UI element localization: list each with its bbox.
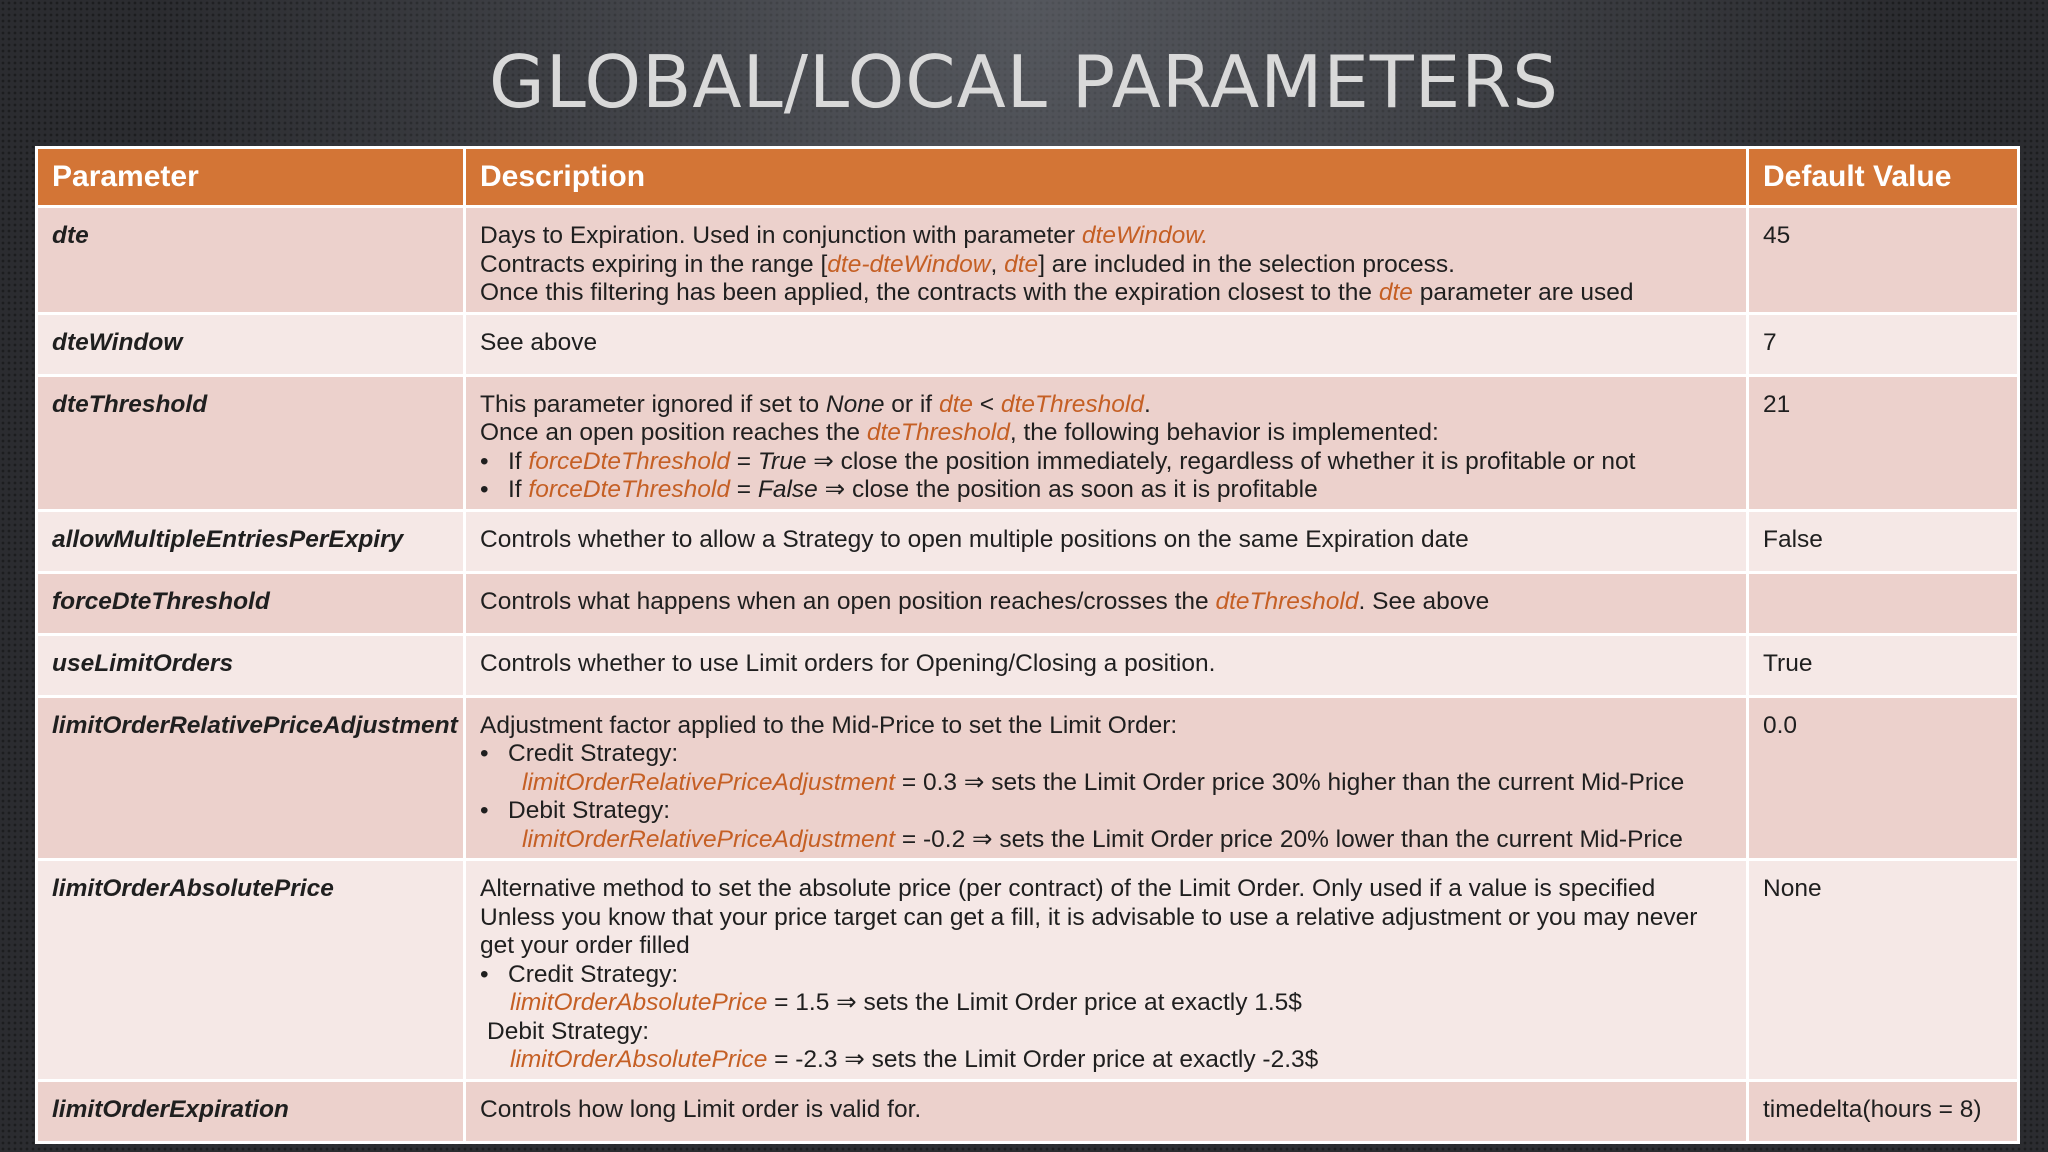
text: Controls what happens when an open position reaches/crosses the — [480, 587, 1216, 615]
param-name: dte — [37, 207, 465, 314]
text: parameter are used — [1412, 279, 1634, 306]
text: = -2.3 ⇒ sets the Limit Order price at exactly -2.3$ — [767, 1046, 1319, 1073]
header-parameter: Parameter — [37, 148, 465, 207]
table-row — [37, 634, 2019, 696]
param-ref: dteThreshold — [1215, 587, 1359, 615]
param-ref: limitOrderAbsolutePrice — [510, 989, 768, 1016]
param-ref: dteThreshold — [1000, 390, 1144, 418]
text: Contracts expiring in the range [ — [480, 250, 828, 278]
bullet-item: • Debit Strategy: — [480, 797, 1732, 826]
text: or if — [884, 390, 939, 418]
param-description: Controls whether to allow a Strategy to open multiple positions on the same Expiration date — [465, 510, 1748, 572]
param-default — [1748, 572, 2019, 634]
text: = — [729, 447, 758, 475]
text: . — [1143, 390, 1151, 418]
table-row — [37, 510, 2019, 572]
text: = 0.3 ⇒ sets the Limit Order price 30% higher than the current Mid-Price — [895, 768, 1685, 796]
param-default: None — [1748, 860, 2019, 1081]
table-row — [37, 207, 2019, 314]
text: , the following behavior is implemented: — [1009, 419, 1439, 446]
sub-item — [480, 769, 1732, 798]
text: If — [508, 447, 529, 475]
text: Days to Expiration. Used in conjunction with parameter — [480, 222, 1082, 249]
param-name: allowMultipleEntriesPerExpiry — [37, 510, 465, 572]
param-ref: dte — [1378, 279, 1413, 306]
param-ref: limitOrderRelativePriceAdjustment — [522, 825, 896, 853]
param-ref: dteThreshold — [866, 419, 1010, 446]
text: - — [861, 250, 870, 278]
text: = — [729, 476, 758, 503]
param-ref: limitOrderAbsolutePrice — [510, 1046, 768, 1073]
sub-item — [480, 989, 1732, 1018]
sub-item — [480, 826, 1732, 855]
param-default: 45 — [1748, 207, 2019, 314]
param-description — [465, 572, 1748, 634]
text: None — [825, 390, 885, 418]
param-name: limitOrderRelativePriceAdjustment — [37, 696, 465, 860]
param-description — [465, 375, 1748, 510]
param-ref: dteWindow — [869, 250, 991, 278]
text: ⇒ close the position immediately, regardless of whether it is profitable or not — [806, 447, 1636, 475]
param-name: limitOrderAbsolutePrice — [37, 860, 465, 1081]
text: Adjustment factor applied to the Mid-Price to set the Limit Order: — [480, 711, 1178, 739]
text: Once this filtering has been applied, the contracts with the expiration closest to the — [480, 279, 1379, 306]
text: ⇒ close the position as soon as it is profitable — [817, 476, 1318, 503]
param-name: forceDteThreshold — [37, 572, 465, 634]
param-ref: forceDteThreshold — [528, 476, 730, 503]
table-row — [37, 572, 2019, 634]
param-name: dteThreshold — [37, 375, 465, 510]
table-header-row — [37, 148, 2019, 207]
text: This parameter ignored if set to — [480, 390, 826, 418]
text: Unless you know that your price target can get a fill, it is advisable to use a relative adjustment or you may never get your order filled — [480, 903, 1698, 959]
param-ref: dte — [1004, 250, 1039, 278]
header-default-value: Default Value — [1748, 148, 2019, 207]
param-description — [465, 696, 1748, 860]
param-description: Controls how long Limit order is valid for. — [465, 1080, 1748, 1142]
text: , — [990, 250, 1005, 278]
text: Once an open position reaches the — [480, 419, 867, 446]
parameters-table — [35, 146, 2020, 1144]
table-row — [37, 860, 2019, 1081]
bullet-item — [480, 476, 1732, 505]
header-description: Description — [465, 148, 1748, 207]
param-default: 21 — [1748, 375, 2019, 510]
table-row — [37, 1080, 2019, 1142]
param-ref: dteWindow. — [1081, 222, 1209, 249]
sub-item: Debit Strategy: — [487, 1017, 650, 1045]
param-description — [465, 860, 1748, 1081]
slide-title: GLOBAL/LOCAL PARAMETERS — [488, 40, 1560, 124]
text: = 1.5 ⇒ sets the Limit Order price at exactly 1.5$ — [767, 989, 1302, 1016]
param-default: False — [1748, 510, 2019, 572]
param-description: See above — [465, 313, 1748, 375]
param-default: 7 — [1748, 313, 2019, 375]
table-row — [37, 696, 2019, 860]
param-name: useLimitOrders — [37, 634, 465, 696]
param-ref: dte — [827, 250, 862, 278]
param-description: Controls whether to use Limit orders for Opening/Closing a position. — [465, 634, 1748, 696]
text: ] are included in the selection process. — [1038, 250, 1455, 278]
param-ref: dte — [938, 390, 973, 418]
text: True — [757, 447, 807, 475]
param-name: limitOrderExpiration — [37, 1080, 465, 1142]
text: . See above — [1358, 587, 1490, 615]
text: If — [508, 476, 529, 503]
param-description — [465, 207, 1748, 314]
param-default: True — [1748, 634, 2019, 696]
param-ref: limitOrderRelativePriceAdjustment — [522, 768, 896, 796]
text: = -0.2 ⇒ sets the Limit Order price 20% lower than the current Mid-Price — [895, 825, 1683, 853]
param-default: timedelta(hours = 8) — [1748, 1080, 2019, 1142]
bullet-item: • Credit Strategy: — [480, 740, 1732, 769]
text: Alternative method to set the absolute price (per contract) of the Limit Order. Only used if a value is specified — [480, 875, 1656, 902]
param-ref: forceDteThreshold — [528, 447, 730, 475]
bullet-item — [480, 448, 1732, 477]
param-default: 0.0 — [1748, 696, 2019, 860]
bullet-item: • Credit Strategy: — [480, 961, 1732, 990]
table-row — [37, 313, 2019, 375]
text: False — [757, 476, 818, 503]
sub-item — [480, 1046, 1732, 1075]
param-name: dteWindow — [37, 313, 465, 375]
table-row — [37, 375, 2019, 510]
text: < — [973, 390, 1001, 418]
